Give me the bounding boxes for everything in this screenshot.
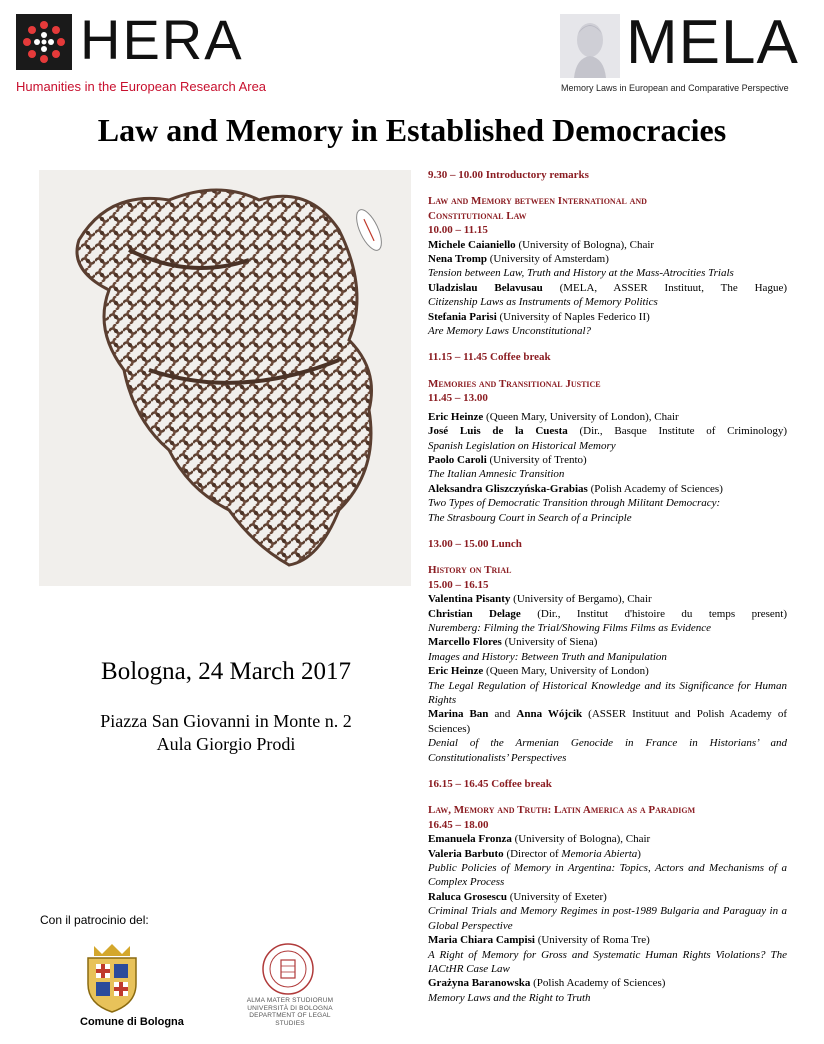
- coffee-break: 11.15 – 11.45 Coffee break: [428, 351, 551, 364]
- speaker: Aleksandra Gliszczyńska-Grabias (Polish Academy of Sciences): [428, 482, 723, 495]
- session2-time: 11.45 – 13.00: [428, 392, 488, 405]
- talk-title: Public Policies of Memory in Argentina: Topics, Actors and Mechanisms of a Complex Process: [428, 862, 787, 889]
- speaker: Nena Tromp (University of Amsterdam): [428, 253, 609, 266]
- comune-label: Comune di Bologna: [80, 1016, 184, 1028]
- talk-title: Citizenship Laws as Instruments of Memory Politics: [428, 296, 658, 309]
- speaker: Emanuela Fronza (University of Bologna), Chair: [428, 833, 651, 846]
- event-date: Bologna, 24 March 2017: [101, 658, 351, 685]
- comune-coat-of-arms-icon: [80, 940, 144, 1014]
- hera-logo-icon: [16, 14, 72, 70]
- venue-address: Piazza San Giovanni in Monte n. 2: [100, 711, 352, 731]
- talk-title: Criminal Trials and Memory Regimes in post-1989 Bulgaria and Paraguay in a Global Perspective: [428, 905, 787, 932]
- speaker: Valentina Pisanty (University of Bergamo), Chair: [428, 593, 652, 606]
- session1-title: Law and Memory between International and Constitutional Law: [428, 195, 647, 222]
- venue-room: Aula Giorgio Prodi: [156, 734, 296, 754]
- university-label: ALMA MATER STUDIORUM UNIVERSITÀ DI BOLOGNA DEPARTMENT OF LEGAL STUDIES: [246, 997, 334, 1027]
- talk-title: Two Types of Democratic Transition through Militant Democracy:: [428, 497, 721, 510]
- talk-title: Spanish Legislation on Historical Memory: [428, 439, 616, 452]
- speaker: Stefania Parisi (University of Naples Federico II): [428, 310, 650, 323]
- page-title: Law and Memory in Established Democracies: [97, 112, 727, 148]
- talk-title: The Legal Regulation of Historical Knowledge and its Significance for Human Rights: [428, 679, 787, 706]
- speaker: Paolo Caroli (University of Trento): [428, 453, 587, 466]
- talk-title: Nuremberg: Filming the Trial/Showing Films Films as Evidence: [428, 621, 712, 634]
- speaker: José Luis de la Cuesta (Dir., Basque Institute of Criminology): [428, 425, 788, 438]
- session1-time: 10.00 – 11.15: [428, 224, 488, 237]
- speaker: Michele Caianiello (University of Bologna), Chair: [428, 238, 655, 251]
- mela-wordmark: MELA: [626, 8, 799, 77]
- speaker: Raluca Grosescu (University of Exeter): [428, 890, 607, 903]
- mela-bust-icon: [560, 14, 620, 78]
- speaker: Maria Chiara Campisi (University of Roma Tre): [428, 934, 650, 947]
- program-column: [428, 168, 787, 1005]
- session3-time: 15.00 – 16.15: [428, 578, 489, 591]
- knotted-net-photo: [39, 170, 411, 586]
- hera-tagline: Humanities in the European Research Area: [16, 79, 267, 94]
- session4-title: Law, Memory and Truth: Latin America as a Paradigm: [428, 804, 696, 817]
- talk-title: Images and History: Between Truth and Manipulation: [428, 650, 667, 663]
- speaker: Christian Delage (Dir., Institut d'histoire du temps present): [428, 607, 787, 620]
- talk-title: Denial of the Armenian Genocide in France in Historians’ and Constitutionalists’ Perspectives: [428, 737, 787, 764]
- talk-title: Are Memory Laws Unconstitutional?: [428, 325, 592, 338]
- talk-title: Memory Laws and the Right to Truth: [428, 991, 591, 1004]
- speaker: Uladzislau Belavusau (MELA, ASSER Instituut, The Hague): [428, 281, 787, 294]
- hera-wordmark: HERA: [80, 8, 244, 71]
- talk-title: The Italian Amnesic Transition: [428, 468, 565, 481]
- talk-title: Tension between Law, Truth and History at the Mass-Atrocities Trials: [428, 267, 734, 280]
- talk-title: A Right of Memory for Gross and Systematic Human Rights Violations? The IACtHR Case Law: [428, 948, 787, 975]
- speaker: Marina Ban and Anna Wójcik (ASSER Instituut and Polish Academy of Sciences): [428, 708, 787, 735]
- intro-remarks: 9.30 – 10.00 Introductory remarks: [428, 169, 589, 181]
- session3-title: History on Trial: [428, 564, 512, 577]
- talk-title: The Strasbourg Court in Search of a Principle: [428, 511, 632, 524]
- university-seal-icon: [261, 942, 315, 996]
- speaker: Marcello Flores (University of Siena): [428, 636, 598, 649]
- lunch-break: 13.00 – 15.00 Lunch: [428, 537, 522, 550]
- session4-time: 16.45 – 18.00: [428, 818, 489, 831]
- speaker: Valeria Barbuto (Director of Memoria Abierta): [428, 847, 641, 860]
- session2-title: Memories and Transitional Justice: [428, 377, 601, 390]
- speaker: Eric Heinze (Queen Mary, University of London): [428, 665, 649, 678]
- coffee-break: 16.15 – 16.45 Coffee break: [428, 778, 552, 791]
- speaker: Grażyna Baranowska (Polish Academy of Sciences): [428, 977, 666, 990]
- patronage-label: Con il patrocinio del:: [40, 913, 149, 927]
- speaker: Eric Heinze (Queen Mary, University of London), Chair: [428, 410, 679, 423]
- mela-tagline: Memory Laws in European and Comparative Perspective: [561, 83, 789, 93]
